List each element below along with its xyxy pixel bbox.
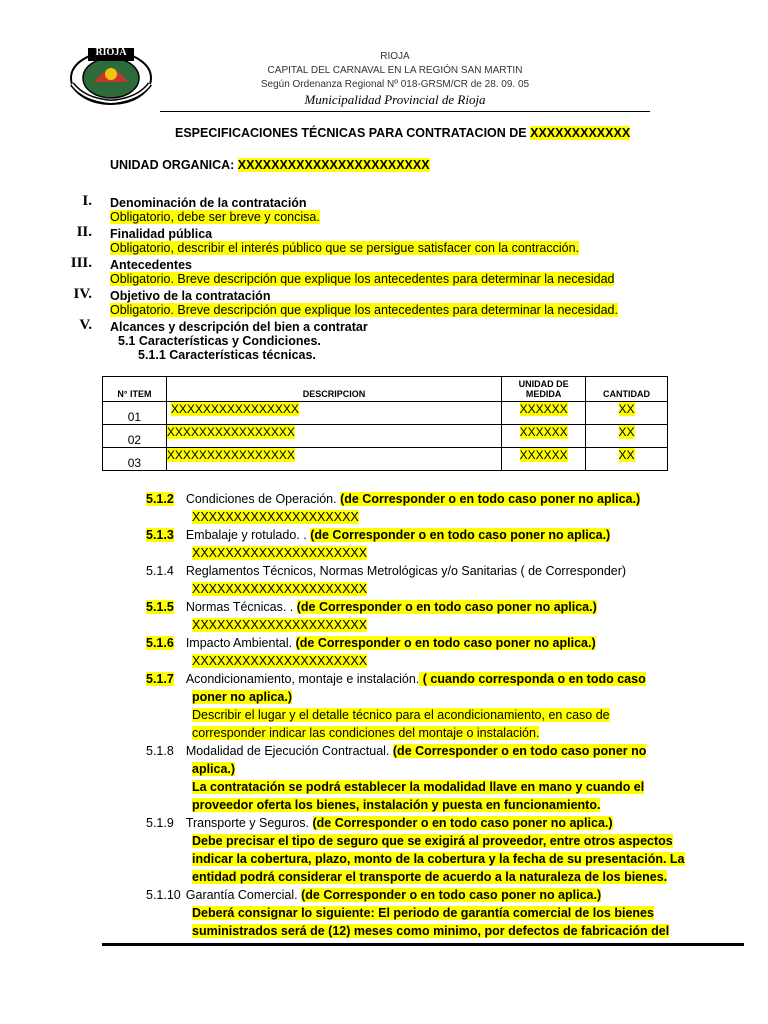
section-5-number: V. xyxy=(79,317,92,333)
subsection-5-1-9-body-1: Debe precisar el tipo de seguro que se exigirá al proveedor, entre otros aspectos xyxy=(192,834,673,848)
table-header-quantity: CANTIDAD xyxy=(586,377,668,402)
table-cell-unit: XXXXXX xyxy=(502,448,586,471)
subsection-5-1-1-title: 5.1.1 Características técnicas. xyxy=(138,348,316,362)
subsection-5-1-10-body-1: Deberá consignar lo siguiente: El periodo de garantía comercial de los bienes xyxy=(192,906,654,920)
table-cell-unit: XXXXXX xyxy=(502,402,586,425)
table-header-item: N° ITEM xyxy=(103,377,167,402)
table-header-row xyxy=(103,377,668,402)
table-cell-quantity: XX xyxy=(586,448,668,471)
table-cell-unit: XXXXXX xyxy=(502,425,586,448)
subsection-5-1-7-body-2: corresponder indicar las condiciones del montaje o instalación. xyxy=(192,726,540,740)
section-2-body: Obligatorio, describir el interés público que se persigue satisfacer con la contracción. xyxy=(110,241,579,255)
section-1-title: Denominación de la contratación xyxy=(110,196,307,210)
table-cell-quantity: XX xyxy=(586,425,668,448)
table-cell-item: 02 xyxy=(103,425,167,448)
section-2-number: II. xyxy=(76,224,92,240)
subsection-5-1-4: 5.1.4 Reglamentos Técnicos, Normas Metrológicas y/o Sanitarias ( de Corresponder) xyxy=(146,564,627,578)
subsection-5-1-9-body-2: indicar la cobertura, plazo, monto de la cobertura y la fecha de su presentación. La xyxy=(192,852,685,866)
section-4-number: IV. xyxy=(73,286,92,302)
unidad-value: XXXXXXXXXXXXXXXXXXXXXXX xyxy=(237,158,430,172)
table-row xyxy=(103,425,668,448)
table-cell-description: XXXXXXXXXXXXXXXX xyxy=(166,425,501,448)
subsection-5-1-3-value: XXXXXXXXXXXXXXXXXXXXX xyxy=(192,546,368,560)
table-cell-item: 01 xyxy=(103,402,167,425)
subsection-5-1-5: 5.1.5 Normas Técnicas. . (de Corresponder o en todo caso poner no aplica.) xyxy=(146,600,597,614)
header-line-4: Municipalidad Provincial de Rioja xyxy=(304,92,486,107)
section-5-title: Alcances y descripción del bien a contratar xyxy=(110,320,368,334)
subsection-5-1-7-note: poner no aplica.) xyxy=(192,690,293,704)
subsection-5-1-4-value: XXXXXXXXXXXXXXXXXXXXX xyxy=(192,582,368,596)
table-header-description: DESCRIPCION xyxy=(166,377,501,402)
header-line-1: RIOJA xyxy=(380,51,410,62)
table-row xyxy=(103,402,668,425)
unidad-organica: UNIDAD ORGANICA: XXXXXXXXXXXXXXXXXXXXXXX xyxy=(110,158,430,172)
section-1-body: Obligatorio, debe ser breve y concisa. xyxy=(110,210,320,224)
subsection-5-1-7: 5.1.7 Acondicionamiento, montaje e instalación. ( cuando corresponda o en todo caso xyxy=(146,672,646,686)
footer-rule xyxy=(102,943,744,946)
items-table xyxy=(102,376,668,471)
subsection-5-1-2-value: XXXXXXXXXXXXXXXXXXXX xyxy=(192,510,359,524)
table-cell-quantity: XX xyxy=(586,402,668,425)
section-4-body: Obligatorio. Breve descripción que explique los antecedentes para determinar la necesidad. xyxy=(110,303,618,317)
subsection-5-1-2-line: 5.1.2 Condiciones de Operación. (de Corresponder o en todo caso poner no aplica.) xyxy=(146,492,641,506)
title-placeholder: XXXXXXXXXXXX xyxy=(530,126,631,140)
header-line-2: CAPITAL DEL CARNAVAL EN LA REGIÓN SAN MARTIN xyxy=(267,65,523,76)
subsection-5-1-title: 5.1 Características y Condiciones. xyxy=(118,334,321,348)
subsection-5-1-8-note: aplica.) xyxy=(192,762,236,776)
section-2-title: Finalidad pública xyxy=(110,227,213,241)
subsection-5-1-10: 5.1.10 Garantía Comercial. (de Corresponder o en todo caso poner no aplica.) xyxy=(146,888,602,902)
table-cell-description: XXXXXXXXXXXXXXXX xyxy=(166,448,501,471)
subsection-5-1-8-body-1: La contratación se podrá establecer la modalidad llave en mano y cuando el xyxy=(192,780,645,794)
section-1-number: I. xyxy=(82,193,92,209)
table-header-unit: UNIDAD DE MEDIDA xyxy=(502,377,586,402)
subsection-5-1-7-body-1: Describir el lugar y el detalle técnico para el acondicionamiento, en caso de xyxy=(192,708,610,722)
subsection-5-1-8: 5.1.8 Modalidad de Ejecución Contractual. (de Corresponder o en todo caso poner no xyxy=(146,744,647,758)
table-row xyxy=(103,448,668,471)
header-rule xyxy=(160,111,650,112)
municipality-logo xyxy=(64,44,158,108)
subsection-5-1-5-value: XXXXXXXXXXXXXXXXXXXXX xyxy=(192,618,368,632)
logo-label: RIOJA xyxy=(95,47,127,58)
section-3-title: Antecedentes xyxy=(110,258,192,272)
subsections-block xyxy=(146,490,706,940)
subsection-5-1-8-body-2: proveedor oferta los bienes, instalación y puesta en funcionamiento. xyxy=(192,798,601,812)
subsection-5-1-10-body-2: suministrados será de (12) meses como minimo, por defectos de fabricación del xyxy=(192,924,670,938)
section-4-title: Objetivo de la contratación xyxy=(110,289,271,303)
document-title: ESPECIFICACIONES TÉCNICAS PARA CONTRATACION DE XXXXXXXXXXXX xyxy=(175,126,631,140)
subsection-5-1-9: 5.1.9 Transporte y Seguros. (de Corresponder o en todo caso poner no aplica.) xyxy=(146,816,613,830)
section-3-body: Obligatorio. Breve descripción que explique los antecedentes para determinar la necesidad xyxy=(110,272,615,286)
table-cell-description: XXXXXXXXXXXXXXXX xyxy=(166,402,501,425)
table-cell-item: 03 xyxy=(103,448,167,471)
subsection-5-1-9-body-3: entidad podrá considerar el transporte de acuerdo a la naturaleza de los bienes. xyxy=(192,870,668,884)
subsection-5-1-6: 5.1.6 Impacto Ambiental. (de Corresponder o en todo caso poner no aplica.) xyxy=(146,636,596,650)
section-3-number: III. xyxy=(70,255,92,271)
subsection-5-1-3: 5.1.3 Embalaje y rotulado. . (de Corresponder o en todo caso poner no aplica.) xyxy=(146,528,611,542)
subsection-5-1-6-value: XXXXXXXXXXXXXXXXXXXXX xyxy=(192,654,368,668)
header-line-3: Según Ordenanza Regional Nº 018-GRSM/CR de 28. 09. 05 xyxy=(260,79,530,90)
